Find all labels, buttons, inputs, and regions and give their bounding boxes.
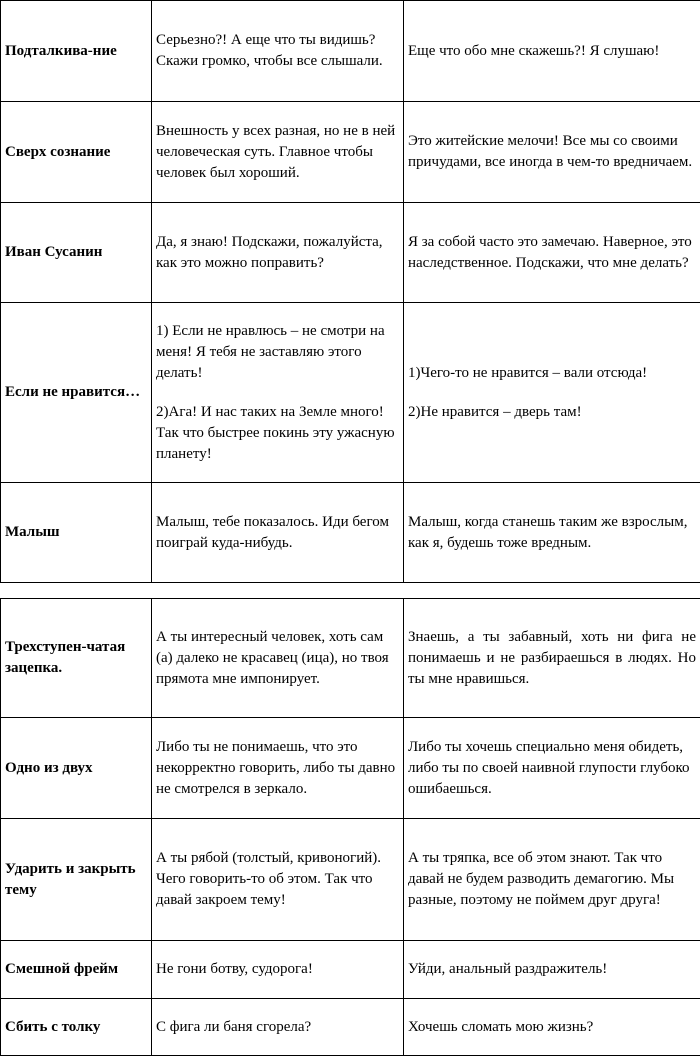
reply-option-1: Серьезно?! А еще что ты видишь? Скажи громко, чтобы все слышали. — [152, 1, 404, 102]
technique-name: Ударить и закрыть тему — [1, 819, 152, 941]
table-row — [1, 1, 700, 102]
reply-option-2: Я за собой часто это замечаю. Наверное, это наследственное. Подскажи, что мне делать? — [404, 203, 700, 303]
phrases-table-bottom — [0, 598, 700, 1056]
table-row — [1, 203, 700, 303]
reply-option-1: А ты рябой (толстый, кривоногий). Чего говорить-то об этом. Так что давай закроем тему! — [152, 819, 404, 941]
reply-option-2 — [404, 303, 700, 483]
table-row — [1, 599, 700, 718]
reply-variant: 2)Не нравится – дверь там! — [408, 403, 582, 420]
table-row — [1, 303, 700, 483]
reply-option-2: А ты тряпка, все об этом знают. Так что давай не будем разводить демагогию. Мы разные, поэтому не поймем друг друга! — [404, 819, 700, 941]
reply-option-1: Либо ты не понимаешь, что это некорректно говорить, либо ты давно не смотрелся в зеркало. — [152, 718, 404, 819]
table-row — [1, 941, 700, 999]
technique-name: Малыш — [1, 483, 152, 583]
reply-option-2: Это житейские мелочи! Все мы со своими причудами, все иногда в чем-то вредничаем. — [404, 102, 700, 203]
technique-name: Сверх сознание — [1, 102, 152, 203]
reply-option-2: Хочешь сломать мою жизнь? — [404, 999, 700, 1056]
technique-name: Если не нравится… — [1, 303, 152, 483]
technique-name: Сбить с толку — [1, 999, 152, 1056]
table-row — [1, 819, 700, 941]
technique-name: Трехступен-чатая зацепка. — [1, 599, 152, 718]
reply-option-2: Знаешь, а ты забавный, хоть ни фига не понимаешь и не разбираешься в людях. Но ты мне нравишься. — [404, 599, 700, 718]
technique-name: Одно из двух — [1, 718, 152, 819]
reply-option-1 — [152, 303, 404, 483]
reply-variant: 1)Чего-то не нравится – вали отсюда! — [408, 364, 648, 381]
reply-variant: 2)Ага! И нас таких на Земле много! Так что быстрее покинь эту ужасную планету! — [156, 403, 395, 462]
reply-option-2: Еще что обо мне скажешь?! Я слушаю! — [404, 1, 700, 102]
table-row — [1, 483, 700, 583]
reply-option-2: Малыш, когда станешь таким же взрослым, как я, будешь тоже вредным. — [404, 483, 700, 583]
table-row — [1, 999, 700, 1056]
reply-option-1: С фига ли баня сгорела? — [152, 999, 404, 1056]
table-row — [1, 718, 700, 819]
reply-option-1: Да, я знаю! Подскажи, пожалуйста, как это можно поправить? — [152, 203, 404, 303]
reply-variant: 1) Если не нравлюсь – не смотри на меня! Я тебя не заставляю этого делать! — [156, 322, 385, 381]
reply-option-2: Уйди, анальный раздражитель! — [404, 941, 700, 999]
reply-option-1: Малыш, тебе показалось. Иди бегом поиграй куда-нибудь. — [152, 483, 404, 583]
reply-option-1: А ты интересный человек, хоть сам (а) далеко не красавец (ица), но твоя прямота мне импонирует. — [152, 599, 404, 718]
reply-option-1: Не гони ботву, судорога! — [152, 941, 404, 999]
technique-name: Иван Сусанин — [1, 203, 152, 303]
technique-name: Подталкива-ние — [1, 1, 152, 102]
table-row — [1, 102, 700, 203]
reply-option-2: Либо ты хочешь специально меня обидеть, либо ты по своей наивной глупости глубоко ошибаешься. — [404, 718, 700, 819]
reply-option-1: Внешность у всех разная, но не в ней человеческая суть. Главное чтобы человек был хороший. — [152, 102, 404, 203]
technique-name: Смешной фрейм — [1, 941, 152, 999]
